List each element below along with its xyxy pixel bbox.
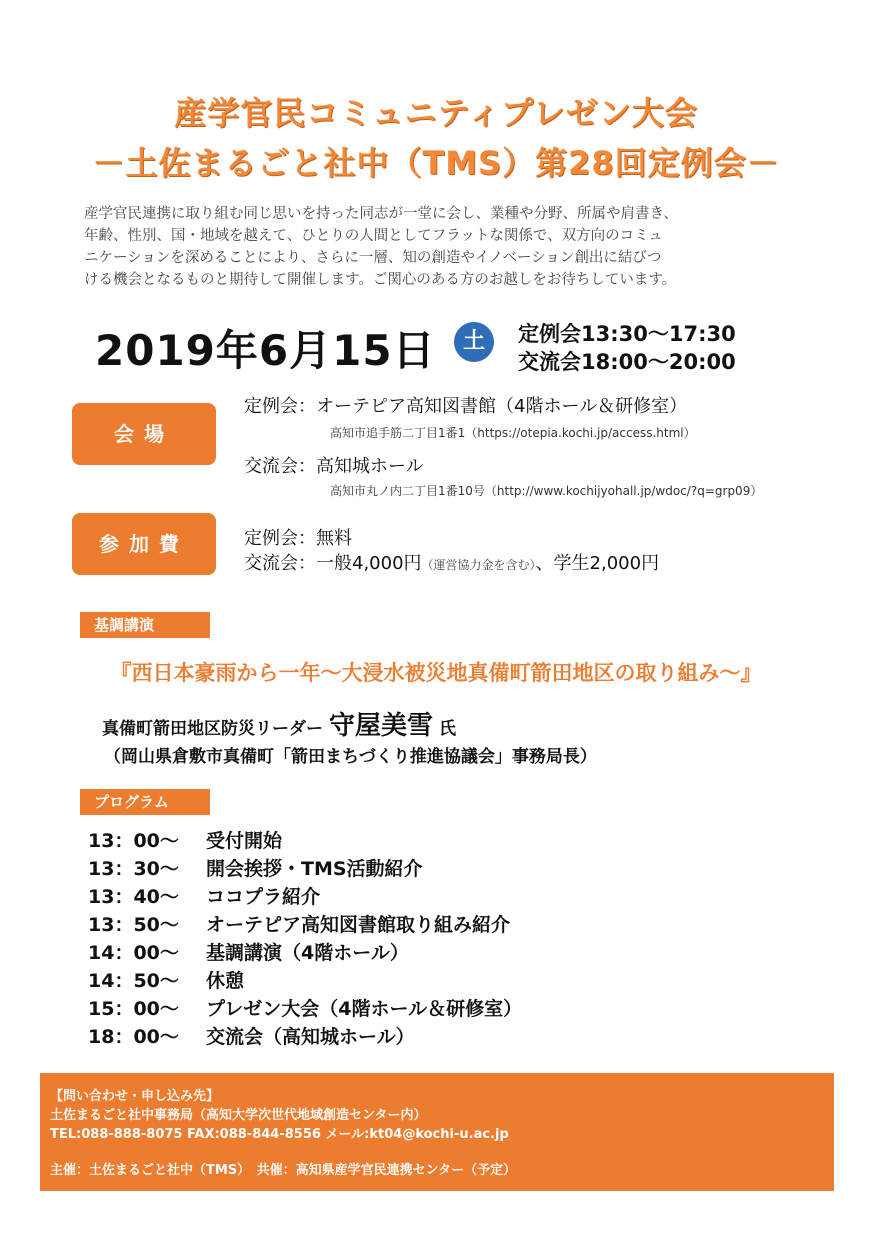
program-time: 15：00～	[88, 998, 179, 1020]
fee-social	[244, 549, 659, 575]
meeting-time: 定例会13:30～17:30	[518, 322, 736, 346]
program-time: 13：40～	[88, 886, 179, 908]
program-item	[88, 1022, 415, 1049]
speaker-name: 守屋美雪	[329, 711, 434, 741]
venue-label: 会場	[72, 403, 216, 465]
keynote-title: 『西日本豪雨から一年～大浸水被災地真備町箭田地区の取り組み～』	[110, 661, 762, 685]
program-item	[88, 910, 510, 937]
fee-note: （運営協力金を含む）	[421, 558, 536, 572]
intro-paragraph	[84, 203, 804, 291]
title-line-1: 産学官民コミュニティプレゼン大会	[174, 94, 698, 132]
intro-line: ける機会となるものと期待して開催します。ご関心のある方のお越しをお待ちしています。	[84, 272, 677, 288]
program-item	[88, 938, 409, 965]
program-text: 休憩	[206, 970, 245, 992]
fee-social-general: 交流会：一般4,000円	[244, 553, 422, 574]
day-badge: 土	[454, 322, 494, 362]
speaker-affiliation: （岡山県倉敷市真備町「箭田まちづくり推進協議会」事務局長）	[104, 747, 597, 767]
program-item	[88, 966, 244, 993]
program-item	[88, 854, 423, 881]
program-time: 18：00～	[88, 1026, 179, 1048]
fee-meeting: 定例会：無料	[244, 528, 352, 549]
program-text: 基調講演（4階ホール）	[206, 942, 409, 964]
program-time: 14：00～	[88, 942, 179, 964]
program-text: 交流会（高知城ホール）	[206, 1026, 415, 1048]
program-item	[88, 994, 522, 1021]
program-time: 13：00～	[88, 830, 179, 852]
footer-organizers: 主催：土佐まるごと社中（TMS） 共催：高知県産学官民連携センター（予定）	[50, 1163, 517, 1178]
program-text: ココプラ紹介	[206, 886, 321, 908]
program-text: 受付開始	[206, 830, 283, 852]
intro-line: 年齢、性別、国・地域を越えて、ひとりの人間としてフラットな関係で、双方向のコミュ	[84, 228, 663, 244]
footer-contact: TEL:088-888-8075 FAX:088-844-8556 メール:kt04@kochi-u.ac.jp	[50, 1127, 509, 1142]
venue-meeting: 定例会：オーテピア高知図書館（4階ホール＆研修室）	[244, 396, 688, 417]
footer-office: 土佐まるごと社中事務局（高知大学次世代地域創造センター内）	[50, 1108, 427, 1123]
venue-social: 交流会：高知城ホール	[244, 456, 424, 477]
event-date: 2019年6月15日	[95, 326, 436, 375]
intro-line: 産学官民連携に取り組む同じ思いを持った同志が一堂に会し、業種や分野、所属や肩書き、	[84, 206, 678, 222]
program-item	[88, 826, 282, 853]
footer-heading: 【問い合わせ・申し込み先】	[50, 1089, 220, 1104]
program-time: 14：50～	[88, 970, 179, 992]
program-time: 13：30～	[88, 858, 179, 880]
speaker-role: 真備町箭田地区防災リーダー	[102, 719, 323, 739]
fee-label: 参加費	[72, 513, 216, 575]
program-time: 13：50～	[88, 914, 179, 936]
venue-meeting-address: 高知市追手筋二丁目1番1（https://otepia.kochi.jp/access.html）	[330, 426, 696, 440]
speaker-honorific: 氏	[439, 719, 457, 739]
program-text: 開会挨拶・TMS活動紹介	[206, 858, 423, 880]
keynote-tag: 基調講演	[80, 612, 210, 638]
social-time: 交流会18:00～20:00	[518, 350, 736, 374]
title-line-2: －土佐まるごと社中（TMS）第28回定例会－	[92, 144, 780, 182]
intro-line: ニケーションを深めることにより、さらに一層、知の創造やイノベーション創出に結びつ	[84, 250, 662, 266]
program-text: オーテピア高知図書館取り組み紹介	[206, 914, 511, 936]
venue-social-address: 高知市丸ノ内二丁目1番10号（http://www.kochijyohall.jp/wdoc/?q=grp09）	[330, 484, 763, 498]
fee-social-student: 、学生2,000円	[535, 553, 660, 574]
speaker	[102, 705, 456, 742]
program-item	[88, 882, 320, 909]
program-text: プレゼン大会（4階ホール＆研修室）	[206, 998, 523, 1020]
contact-footer	[40, 1073, 834, 1191]
program-tag: プログラム	[80, 789, 210, 815]
